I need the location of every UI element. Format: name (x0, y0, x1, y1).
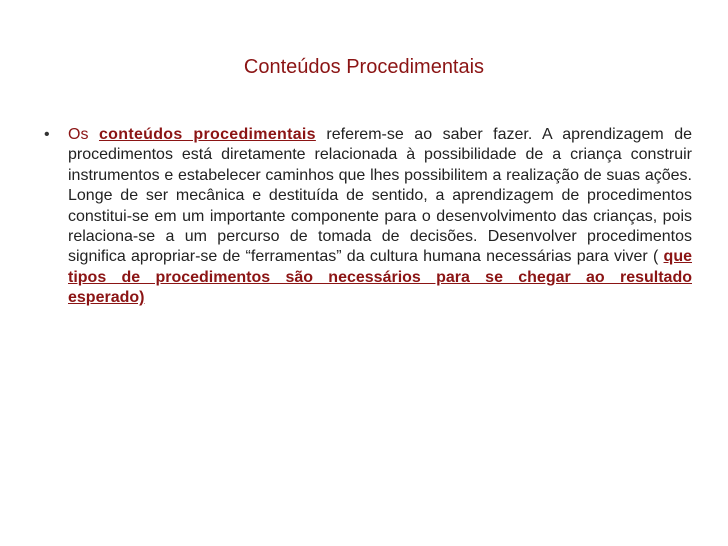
slide-title: Conteúdos Procedimentais (243, 56, 485, 78)
open-paren: ( (652, 248, 664, 266)
closing-link[interactable]: que tipos de procedimentos são necessários para se chegar ao resultado esperado) (68, 248, 692, 307)
highlight-link[interactable]: conteúdos procedimentais (98, 126, 316, 143)
bullet-item (44, 125, 692, 309)
paragraph-lead: Os (68, 126, 99, 143)
bullet-list (44, 125, 692, 309)
paragraph-body: referem-se ao saber fazer. A aprendizagem de procedimentos está diretamente relacionada à possibilidade de a criança construir instrumentos e estabelecer caminhos que lhes possibilitem a realização de suas ações. Longe de ser mecânica e destituída de sentido, a aprendizagem de procedimentos constitui-se em um importante componente para o desenvolvimento das crianças, pois relaciona-se a um percurso de tomada de decisões. Desenvolver procedimentos significa apropriar-se de “ferramentas” da cultura humana necessárias para viver (68, 126, 693, 266)
bullet-icon: • (44, 126, 50, 143)
